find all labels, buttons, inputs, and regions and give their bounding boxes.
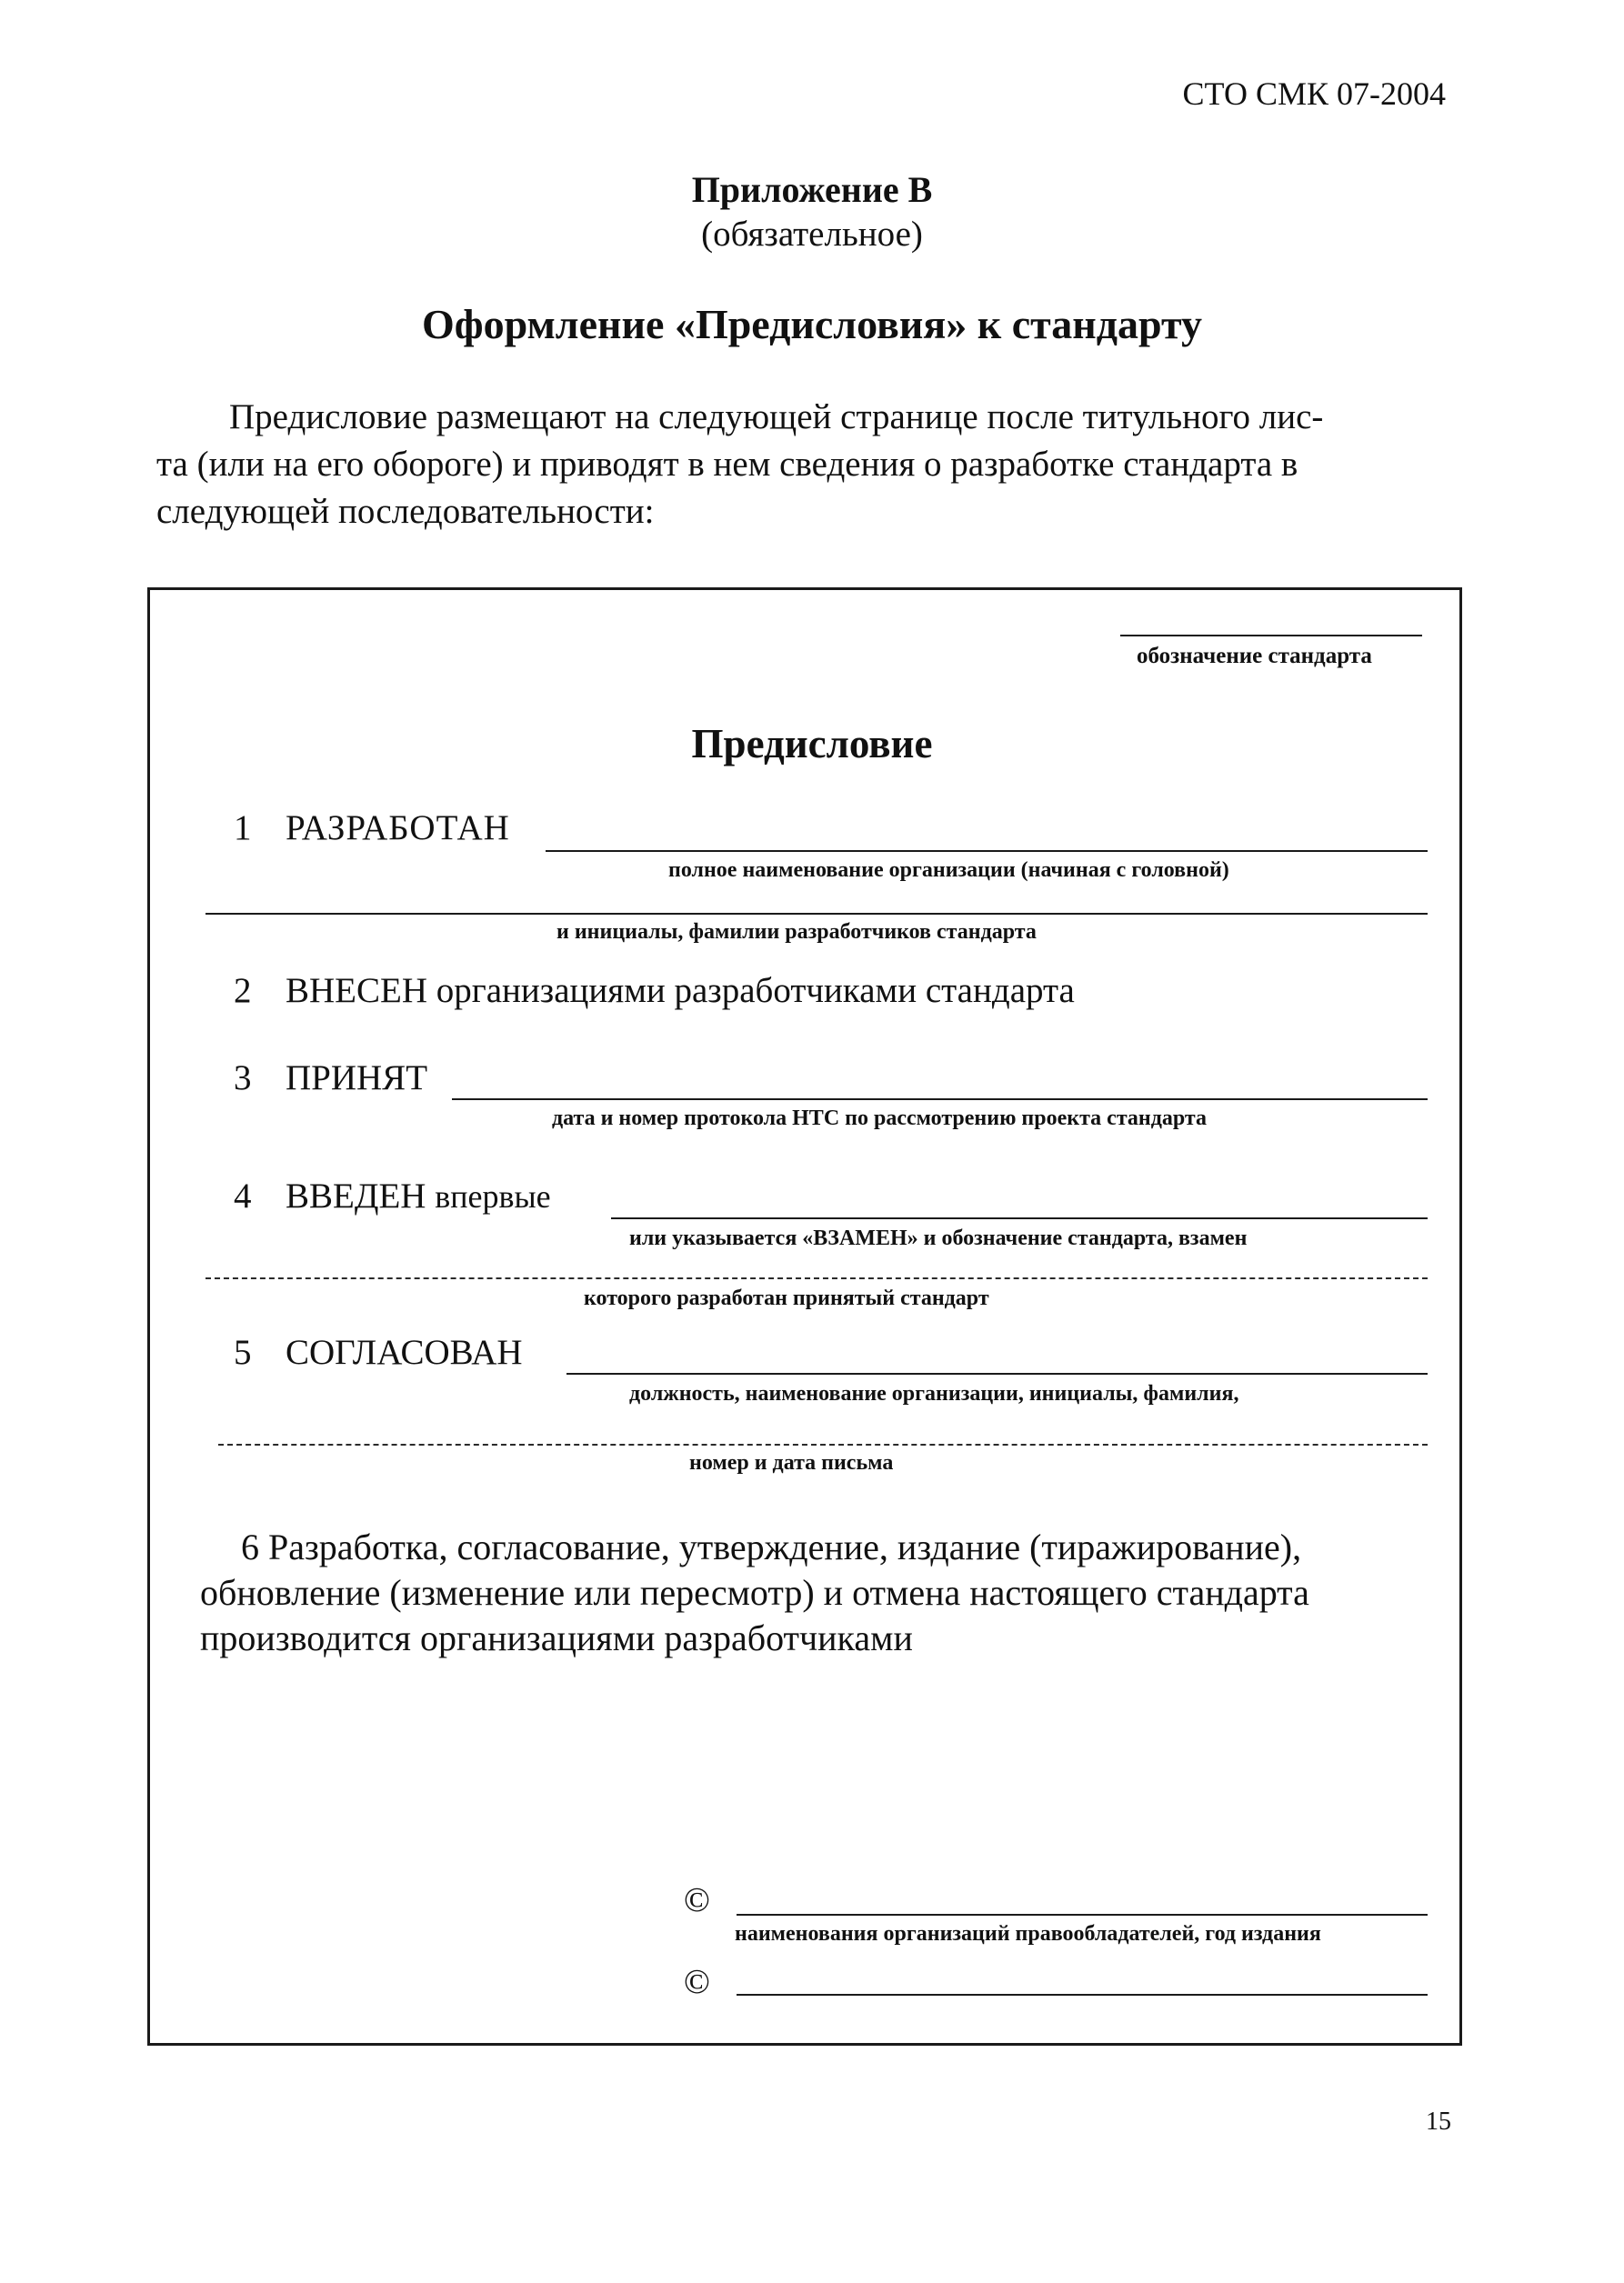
item1-number: 1 [234,808,252,847]
item3-number: 3 [234,1058,252,1097]
item4-caption-1: или указывается «ВЗАМЕН» и обозначение стандарта, взамен [629,1227,1248,1250]
item2-text: ВНЕСЕН организациями разработчиками стандарта [286,971,1075,1010]
item3-caption: дата и номер протокола НТС по рассмотрению проекта стандарта [552,1106,1207,1130]
item4-label [286,1176,551,1217]
item4-label-main: ВВЕДЕН [286,1177,426,1216]
standard-designation-caption: обозначение стандарта [1137,644,1372,668]
item4-replaced-standard-line [206,1277,1428,1279]
item1-developer-line [546,850,1428,852]
item2-number: 2 [234,971,252,1010]
standard-designation-line [1120,635,1422,636]
item1-label: РАЗРАБОТАН [286,808,510,847]
item3-protocol-line [452,1098,1428,1100]
item5-label: СОГЛАСОВАН [286,1333,523,1372]
item5-caption-1: должность, наименование организации, инициалы, фамилия, [629,1382,1239,1406]
copyright-icon: © [684,1963,710,2001]
item4-number: 4 [234,1177,252,1216]
document-code: СТО СМК 07-2004 [1182,75,1446,112]
appendix-title: Приложение В [691,169,933,210]
appendix-status: (обязательное) [701,215,923,254]
item6-line-1: 6 Разработка, согласование, утверждение, издание (тиражирование), [241,1527,1302,1567]
item1-caption-2: и инициалы, фамилии разработчиков стандарта [556,920,1037,944]
item6-line-3: производится организациями разработчиками [200,1617,913,1658]
preface-form-frame [147,587,1462,2046]
item5-caption-2: номер и дата письма [689,1451,894,1475]
preface-title: Предисловие [691,721,933,766]
appendix-heading: Оформление «Предисловия» к стандарту [421,301,1203,347]
copyright-holder-line-1 [737,1914,1428,1916]
item1-developers-line [206,913,1428,915]
copyright-icon: © [684,1881,710,1919]
item3-label: ПРИНЯТ [286,1058,428,1097]
item1-caption-1: полное наименование организации (начиная с головной) [668,858,1229,882]
item4-label-suffix: впервые [435,1178,551,1215]
intro-line-3: следующей последовательности: [156,492,655,531]
copyright-holder-line-2 [737,1994,1428,1996]
item4-replacement-line [611,1217,1428,1219]
intro-line-2: та (или на его обороге) и приводят в нем сведения о разработке стандарта в [156,445,1298,484]
item4-caption-2: которого разработан принятый стандарт [584,1287,989,1310]
item5-approval-line [566,1373,1428,1375]
item5-letter-line [218,1444,1428,1446]
copyright-caption: наименования организаций правообладателей, год издания [735,1922,1321,1946]
page-number: 15 [1426,2108,1451,2136]
item5-number: 5 [234,1333,252,1372]
intro-line-1: Предисловие размещают на следующей странице после титульного лис- [229,397,1324,436]
item6-line-2: обновление (изменение или пересмотр) и отмена настоящего стандарта [200,1572,1309,1613]
